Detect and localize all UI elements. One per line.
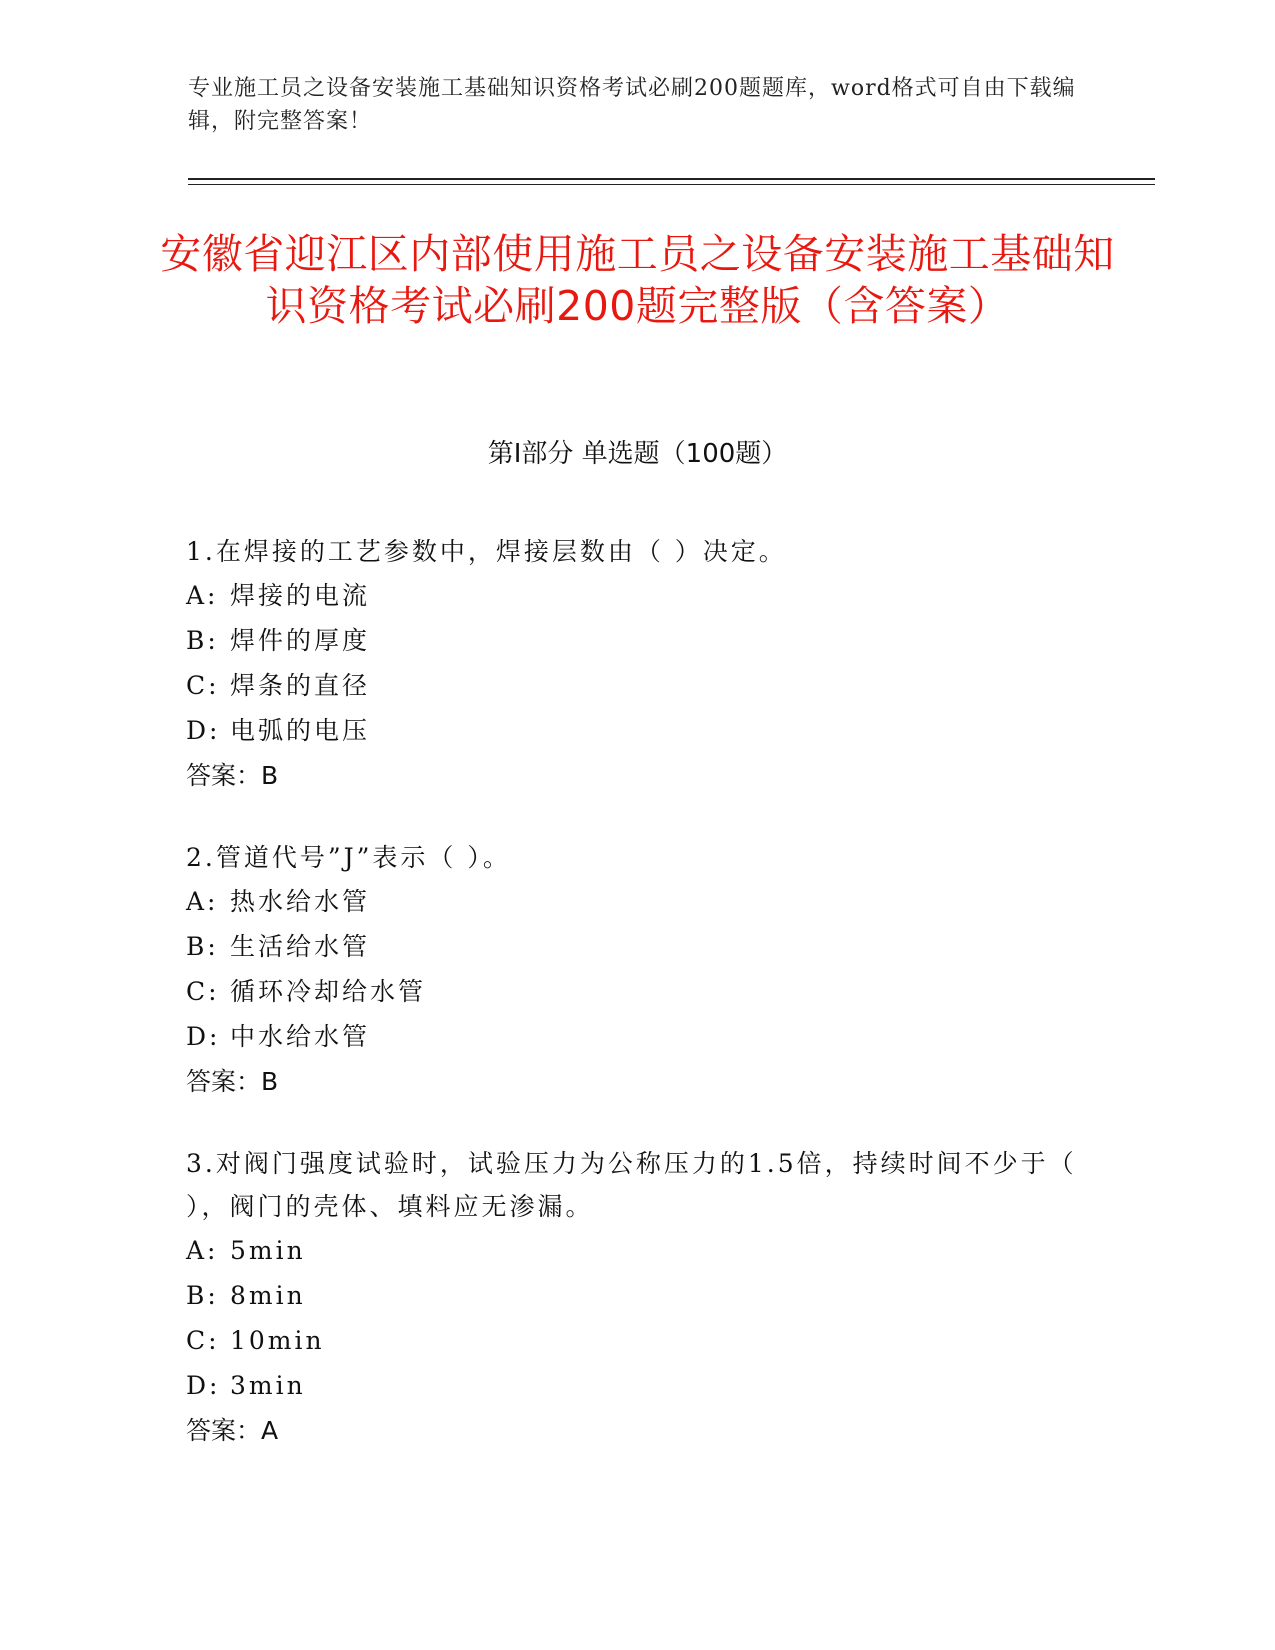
option-c — [186, 663, 1086, 708]
document-title: 安徽省迎江区内部使用施工员之设备安装施工基础知识资格考试必刷200题完整版（含答案） — [160, 230, 1115, 330]
question-stem: 2.管道代号”J”表示（ ）。 — [186, 843, 511, 872]
header-note: 专业施工员之设备安装施工基础知识资格考试必刷200题题库，word格式可自由下载编辑，附完整答案！ — [188, 76, 1076, 134]
option-letter: B: — [186, 1281, 219, 1310]
option-c — [186, 969, 1086, 1014]
option-letter: A: — [186, 581, 219, 610]
option-text: 生活给水管 — [230, 932, 371, 961]
option-c — [186, 1318, 1086, 1363]
option-text: 焊件的厚度 — [230, 626, 371, 655]
answer: 答案：A — [186, 1416, 279, 1445]
option-d — [186, 1363, 1086, 1408]
option-b — [186, 1273, 1086, 1318]
option-letter: C: — [186, 671, 220, 700]
question-list — [186, 530, 1086, 1491]
option-text: 热水给水管 — [230, 887, 371, 916]
option-b — [186, 924, 1086, 969]
option-text: 电弧的电压 — [230, 716, 371, 745]
option-text: 3min — [230, 1371, 306, 1400]
option-letter: D: — [186, 1022, 221, 1051]
option-text: 焊条的直径 — [230, 671, 371, 700]
option-letter: D: — [186, 1371, 221, 1400]
question-2 — [186, 836, 1086, 1104]
option-letter: B: — [186, 932, 219, 961]
option-letter: C: — [186, 977, 220, 1006]
header-rule-thick — [188, 178, 1155, 180]
question-3 — [186, 1142, 1086, 1453]
question-stem: 3.对阀门强度试验时，试验压力为公称压力的1.5倍，持续时间不少于（ ），阀门的壳体、填料应无渗漏。 — [186, 1149, 1077, 1221]
question-1 — [186, 530, 1086, 798]
option-a — [186, 573, 1086, 618]
option-letter: A: — [186, 887, 219, 916]
section-title: 第I部分 单选题（100题） — [487, 439, 788, 469]
header-rule-thin — [188, 184, 1155, 185]
option-text: 焊接的电流 — [230, 581, 371, 610]
option-text: 中水给水管 — [230, 1022, 371, 1051]
answer: 答案：B — [186, 761, 279, 790]
option-letter: B: — [186, 626, 219, 655]
option-d — [186, 708, 1086, 753]
option-b — [186, 618, 1086, 663]
option-d — [186, 1014, 1086, 1059]
option-text: 8min — [230, 1281, 306, 1310]
option-text: 5min — [230, 1236, 306, 1265]
option-a — [186, 879, 1086, 924]
option-a — [186, 1228, 1086, 1273]
option-text: 循环冷却给水管 — [230, 977, 427, 1006]
option-text: 10min — [230, 1326, 325, 1355]
option-letter: C: — [186, 1326, 220, 1355]
option-letter: A: — [186, 1236, 219, 1265]
answer: 答案：B — [186, 1067, 279, 1096]
option-letter: D: — [186, 716, 221, 745]
question-stem: 1.在焊接的工艺参数中，焊接层数由（ ）决定。 — [186, 537, 787, 566]
